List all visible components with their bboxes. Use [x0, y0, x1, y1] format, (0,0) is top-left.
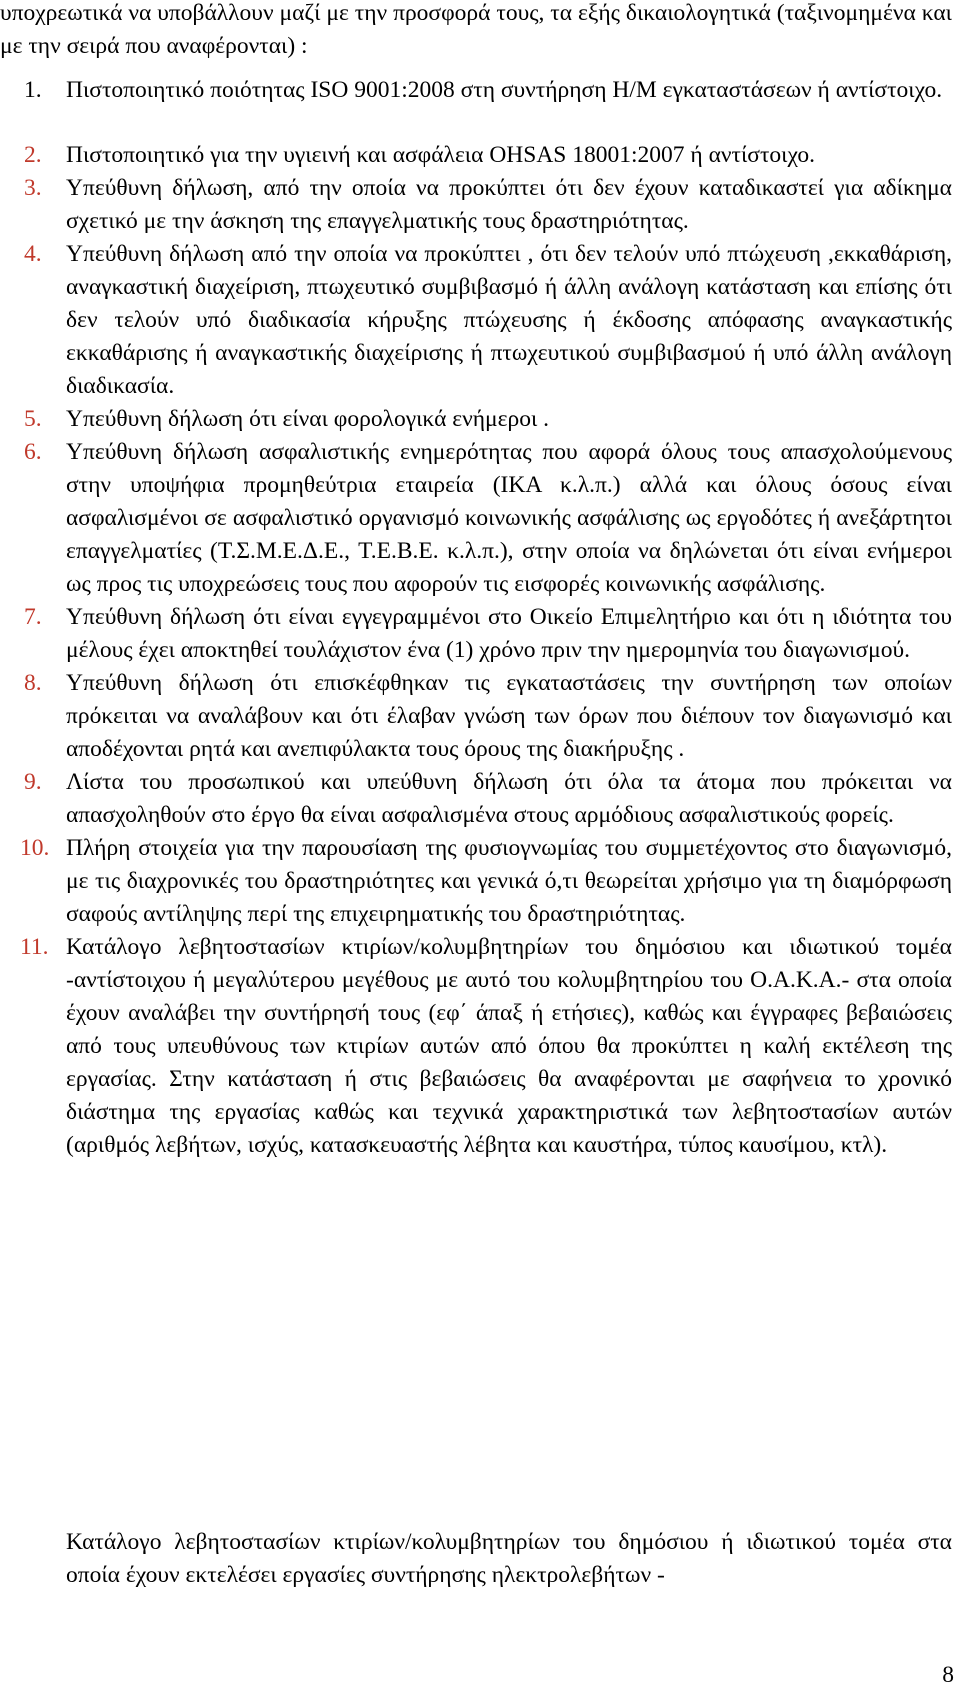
list-item-number: 9.: [24, 769, 42, 795]
list-item-text: Πιστοποιητικό ποιότητας ISO 9001:2008 στη συντήρηση Η/Μ εγκαταστάσεων ή αντίστοιχο.: [66, 77, 943, 103]
list-item-text: Υπεύθυνη δήλωση ότι επισκέφθηκαν τις εγκαταστάσεις την συντήρηση των οποίων πρόκειται να αναλάβουν και ότι έλαβαν γνώση των όρων που διέπουν τον διαγωνισμό και αποδέχονται ρητά και ανεπιφύλακτα τους όρους της διακήρυξης .: [66, 670, 952, 762]
list-item: [0, 139, 952, 172]
list-item-number: 4.: [24, 241, 42, 267]
list-item: [0, 601, 952, 667]
list-item-text: Υπεύθυνη δήλωση ασφαλιστικής ενημερότητας που αφορά όλους τους απασχολούμενους στην υποψήφια προμηθεύτρια εταιρεία (ΙΚΑ κ.λ.π.) αλλά και όλους όσους είναι ασφαλισμένοι σε ασφαλιστικό οργανισμό κοινωνικής ασφάλισης ως εργοδότες ή ανεξάρτητοι επαγγελματίες (Τ.Σ.Μ.Ε.Δ.Ε., Τ.Ε.Β.Ε. κ.λ.π.), στην οποία να δηλώνεται ότι είναι ενήμεροι ως προς τις υποχρεώσεις τους που αφορούν τις εισφορές κοινωνικής ασφάλισης.: [66, 439, 952, 597]
list-item-text: Πλήρη στοιχεία για την παρουσίαση της φυσιογνωμίας του συμμετέχοντος στο διαγωνισμό, με τις διαχρονικές του δραστηριότητες και γενικά ό,τι θεωρείται χρήσιμο για τη διαμόρφωση σαφούς αντίληψης περί της επιχειρηματικής του δραστηριότητας.: [66, 835, 952, 927]
list-item-number: 3.: [24, 175, 42, 201]
list-item-number: 1.: [24, 77, 42, 103]
list-item: [0, 667, 952, 766]
list-item: [0, 832, 952, 931]
list-item: [0, 74, 952, 107]
list-item-number: 6.: [24, 439, 42, 465]
list-item: [0, 931, 952, 1162]
closing-paragraph: Κατάλογο λεβητοστασίων κτιρίων/κολυμβητηρίων του δημόσιου ή ιδιωτικού τομέα στα οποία έχουν εκτελέσει εργασίες συντήρησης ηλεκτρολεβήτων -: [66, 1529, 952, 1588]
intro-paragraph: υποχρεωτικά να υποβάλλουν μαζί με την προσφορά τους, τα εξής δικαιολογητικά (ταξινομημένα και με την σειρά που αναφέρονται) :: [0, 0, 952, 59]
list-item-text: Υπεύθυνη δήλωση από την οποία να προκύπτει , ότι δεν τελούν υπό πτώχευση ,εκκαθάριση, αναγκαστική διαχείριση, πτωχευτικό συμβιβασμό ή άλλη ανάλογη κατάσταση και επίσης ότι δεν τελούν υπό διαδικασία κήρυξης πτώχευσης ή έκδοσης απόφασης αναγκαστικής εκκαθάρισης ή αναγκαστικής διαχείρισης ή πτωχευτικού συμβιβασμού ή υπό άλλη ανάλογη διαδικασία.: [66, 241, 952, 399]
list-item: [0, 436, 952, 601]
list-item-number: 11.: [20, 934, 49, 960]
requirements-list: [0, 74, 952, 1162]
page-number: 8: [942, 1662, 954, 1688]
list-item-text: Λίστα του προσωπικού και υπεύθυνη δήλωση ότι όλα τα άτομα που πρόκειται να απασχοληθούν στο έργο θα είναι ασφαλισμένα στους αρμόδιους ασφαλιστικούς φορείς.: [66, 769, 952, 828]
list-item-number: 2.: [24, 142, 42, 168]
list-item-text: Υπεύθυνη δήλωση ότι είναι εγγεγραμμένοι στο Οικείο Επιμελητήριο και ότι η ιδιότητα του μέλους έχει αποκτηθεί τουλάχιστον ένα (1) χρόνο πριν την ημερομηνία του διαγωνισμού.: [66, 604, 952, 663]
list-item-text: Υπεύθυνη δήλωση ότι είναι φορολογικά ενήμεροι .: [66, 406, 550, 432]
list-item-text: Υπεύθυνη δήλωση, από την οποία να προκύπτει ότι δεν έχουν καταδικαστεί για αδίκημα σχετικό με την άσκηση της επαγγελματικής τους δραστηριότητας.: [66, 175, 952, 234]
list-item-number: 7.: [24, 604, 42, 630]
list-item: [0, 766, 952, 832]
list-item-number: 8.: [24, 670, 42, 696]
list-item-text: Κατάλογο λεβητοστασίων κτιρίων/κολυμβητηρίων του δημόσιου και ιδιωτικού τομέα -αντίστοιχου ή μεγαλύτερου μεγέθους με αυτό του κολυμβητηρίου του Ο.Α.Κ.Α.- στα οποία έχουν αναλάβει την συντήρησή τους (εφ΄ άπαξ ή ετήσιες), καθώς και έγγραφες βεβαιώσεις από τους υπευθύνους των κτιρίων αυτών από όπου θα προκύπτει η καλή εκτέλεση της εργασίας. Στην κατάσταση ή στις βεβαιώσεις θα αναφέρονται με σαφήνεια το χρονικό διάστημα της εργασίας καθώς και τεχνικά χαρακτηριστικά των λεβητοστασίων αυτών (αριθμός λεβήτων, ισχύς, κατασκευαστής λέβητα και καυστήρα, τύπος καυσίμου, κτλ).: [66, 934, 952, 1158]
list-item-number: 5.: [24, 406, 42, 432]
list-item: [0, 403, 952, 436]
list-item-number: 10.: [20, 835, 50, 861]
list-item: [0, 172, 952, 238]
list-item: [0, 238, 952, 403]
list-item-text: Πιστοποιητικό για την υγιεινή και ασφάλεια OHSAS 18001:2007 ή αντίστοιχο.: [66, 142, 815, 168]
